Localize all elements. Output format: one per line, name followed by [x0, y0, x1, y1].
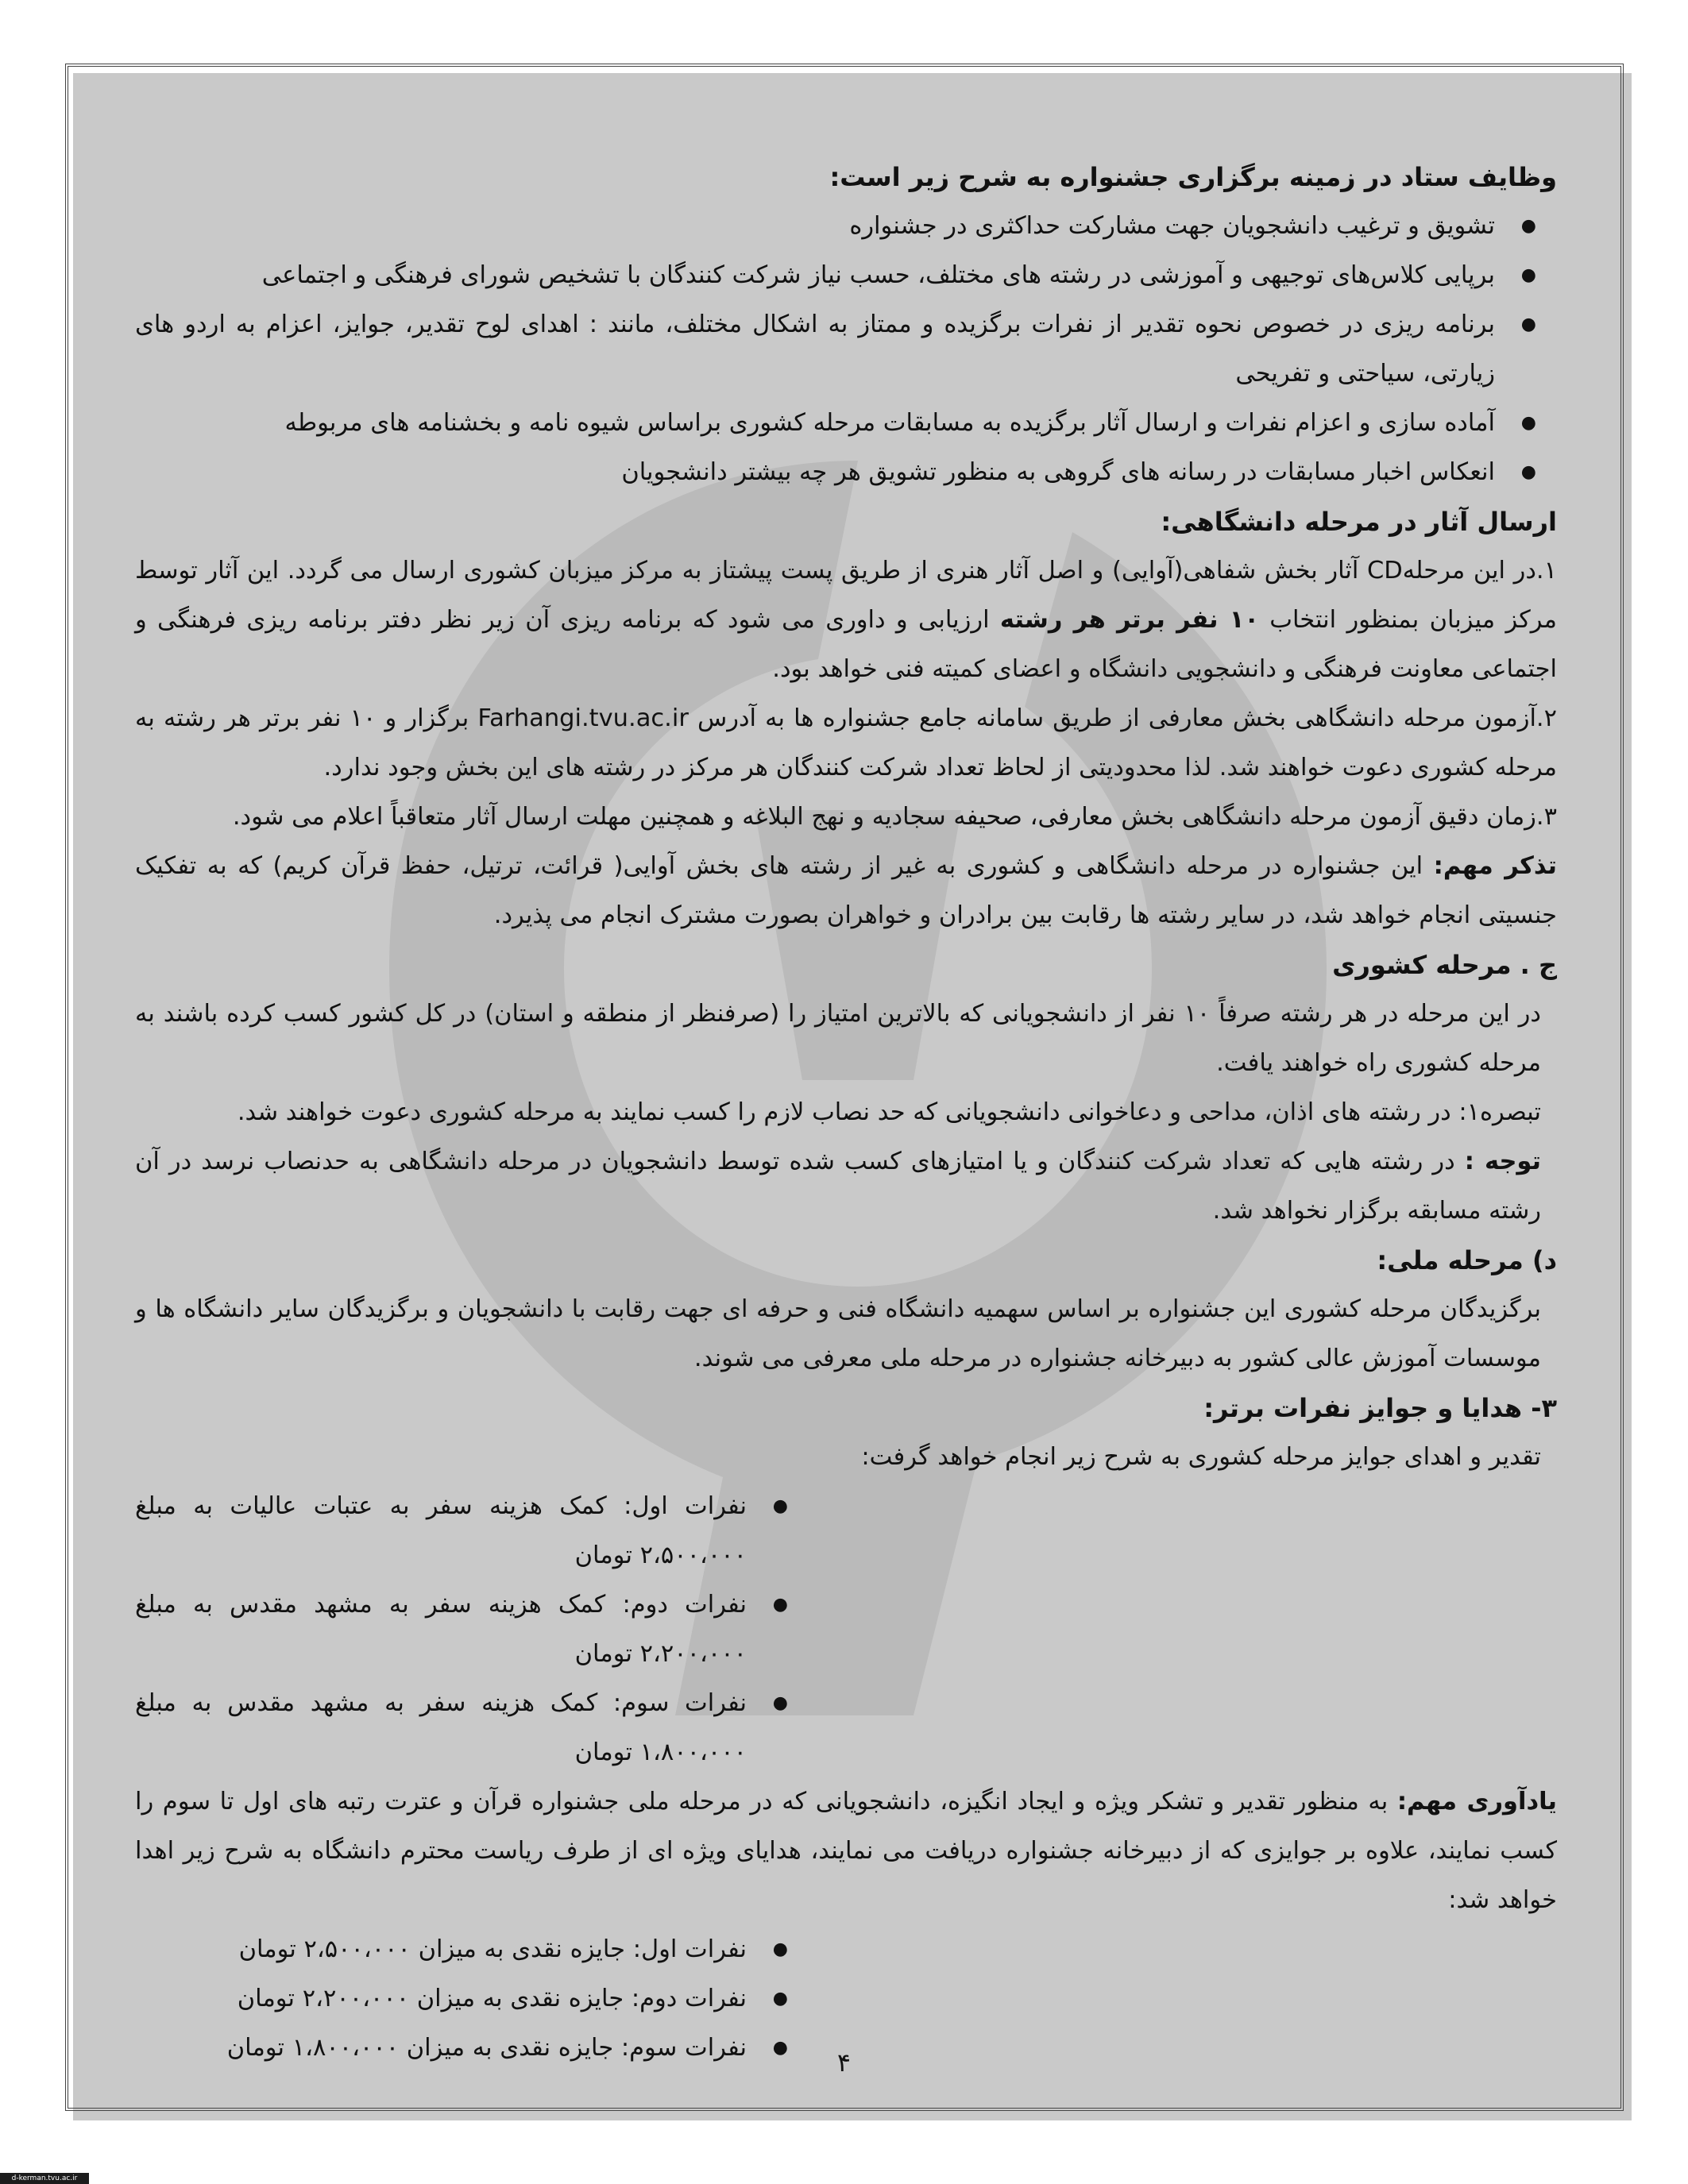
note-label: تذکر مهم:: [1433, 852, 1557, 880]
duties-heading: وظایف ستاد در زمینه برگزاری جشنواره به شرح زیر است:: [829, 162, 1557, 192]
list-item: ● نفرات اول: کمک هزینه سفر به عتبات عالیات به مبلغ ۲،۵۰۰،۰۰۰ تومان: [135, 1482, 747, 1580]
important-reminder: [135, 1777, 1557, 1925]
list-item: ● تشویق و ترغیب دانشجویان جهت مشارکت حداکثری در جشنواره: [135, 202, 1495, 251]
list-item: ● آماده سازی و اعزام نفرات و ارسال آثار برگزیده به مسابقات مرحله کشوری براساس شیوه نامه و بخشنامه های مربوطه: [135, 399, 1495, 448]
website-address: Farhangi.tvu.ac.ir: [477, 704, 689, 732]
site-tag: d-kerman.tvu.ac.ir: [0, 2173, 89, 2184]
list-item: ● انعکاس اخبار مسابقات در رسانه های گروهی به منظور تشویق هر چه بیشتر دانشجویان: [135, 448, 1495, 497]
reminder-label: یادآوری مهم:: [1396, 1788, 1558, 1815]
list-item: ● نفرات اول: جایزه نقدی به میزان ۲،۵۰۰،۰۰۰ تومان: [135, 1925, 747, 1974]
university-paragraph-3: ۳.زمان دقیق آزمون مرحله دانشگاهی بخش معارفی، صحیفه سجادیه و نهج البلاغه و همچنین مهلت ارسال آثار متعاقباً اعلام می شود.: [232, 803, 1557, 831]
university-paragraph-2: [135, 694, 1557, 793]
list-item: ● برنامه ریزی در خصوص نحوه تقدیر از نفرات برگزیده و ممتاز به اشکال مختلف، مانند : اهدای لوح تقدیر، جوایز، اعزام به اردو های زیارتی، سیاحتی و تفریحی: [135, 300, 1495, 399]
list-item: ● برپایی کلاس‌های توجیهی و آموزشی در رشته های مختلف، حسب نیاز شرکت کنندگان با تشخیص شورای فرهنگی و اجتماعی: [135, 251, 1495, 300]
prizes-intro: تقدیر و اهدای جوایز مرحله کشوری به شرح زیر انجام خواهد گرفت:: [861, 1443, 1541, 1471]
text-segment: ارزیابی و داوری می شود که برنامه ریزی آن زیر نظر دفتر برنامه ریزی فرهنگی و اجتماعی معاونت فرهنگی و دانشجویی دانشگاه و اعضای کمیته فنی خواهد بود.: [135, 606, 1557, 683]
attention-label: توجه :: [1464, 1148, 1541, 1175]
text-segment: ۲.آزمون مرحله دانشگاهی بخش معارفی از طریق سامانه جامع جشنواره ها به آدرس: [688, 704, 1558, 732]
document-body: [135, 152, 1557, 2073]
prizes-heading: ۳- هدایا و جوایز نفرات برتر:: [1203, 1393, 1557, 1423]
list-item: ● نفرات دوم: جایزه نقدی به میزان ۲،۲۰۰،۰۰۰ تومان: [135, 1974, 747, 2024]
national-level-heading: د) مرحله ملی:: [1377, 1245, 1557, 1275]
national-level-paragraph: برگزیدگان مرحله کشوری این جشنواره بر اساس سهمیه دانشگاه فنی و حرفه ای جهت رقابت با دانشجویان و برگزیدگان سایر دانشگاه ها و موسسات آموزش عالی کشور به دبیرخانه جشنواره در مرحله ملی معرفی می شوند.: [135, 1295, 1541, 1372]
text-segment: ۱.در این مرحلهCD آثار بخش شفاهی(آوایی) و اصل آثار هنری از طریق پست پیشتاز به مرکز میزبان کشوری ارسال می گردد. این آثار توسط مرکز میزبان بمنظور انتخاب: [135, 557, 1558, 634]
list-item: ● نفرات دوم: کمک هزینه سفر به مشهد مقدس به مبلغ ۲،۲۰۰،۰۰۰ تومان: [135, 1580, 747, 1679]
attention-text: در رشته هایی که تعداد شرکت کنندگان و یا امتیازهای کسب شده توسط دانشجویان در مرحله دانشگاهی به حدنصاب نرسد در آن رشته مسابقه برگزار نخواهد شد.: [135, 1148, 1541, 1225]
bold-segment: ۱۰ نفر برتر هر رشته: [999, 606, 1259, 634]
national-paragraph-1: در این مرحله در هر رشته صرفاً ۱۰ نفر از دانشجویانی که بالاترین امتیاز را (صرفنظر از منطقه و استان) در کل کشور کسب کرده باشند به مرحله کشوری راه خواهند یافت.: [135, 1000, 1541, 1077]
important-note: [135, 842, 1557, 940]
reminder-text: به منظور تقدیر و تشکر ویژه و ایجاد انگیزه، دانشجویانی که در مرحله ملی جشنواره قرآن و عترت رتبه های اول تا سوم را کسب نمایند، علاوه بر جوایزی که از دبیرخانه جشنواره دریافت می نمایند، هدایای ویژه ای از طرف ریاست محترم دانشگاه به شرح زیر اهدا خواهد شد:: [135, 1788, 1557, 1914]
university-paragraph-1: [135, 546, 1557, 694]
university-stage-heading: ارسال آثار در مرحله دانشگاهی:: [1161, 507, 1557, 537]
note-text: این جشنواره در مرحله دانشگاهی و کشوری به غیر از رشته های بخش آوایی( قرائت، ترتیل، حفظ قرآن کریم) که به تفکیک جنسیتی انجام خواهد شد، در سایر رشته ها رقابت بین برادران و خواهران بصورت مشترک انجام می پذیرد.: [135, 852, 1557, 929]
page-number: ۴: [836, 2047, 852, 2078]
list-item: ● نفرات سوم: جایزه نقدی به میزان ۱،۸۰۰،۰۰۰ تومان: [135, 2024, 747, 2073]
text-segment: برگزار و ۱۰ نفر برتر هر رشته به مرحله کشوری دعوت خواهند شد. لذا محدودیتی از لحاظ تعداد شرکت کنندگان هر مرکز در رشته های این بخش وجود ندارد.: [135, 704, 1557, 781]
list-item: ● نفرات سوم: کمک هزینه سفر به مشهد مقدس به مبلغ ۱،۸۰۰،۰۰۰ تومان: [135, 1679, 747, 1777]
attention-note: [135, 1137, 1557, 1236]
prizes-list: [135, 1482, 1557, 1777]
national-stage-heading: ج . مرحله کشوری: [1332, 950, 1557, 980]
national-paragraph-2: تبصره۱: در رشته های اذان، مداحی و دعاخوانی دانشجویانی که حد نصاب لازم را کسب نمایند به مرحله کشوری دعوت خواهند شد.: [237, 1098, 1541, 1126]
duties-list: [135, 202, 1557, 497]
